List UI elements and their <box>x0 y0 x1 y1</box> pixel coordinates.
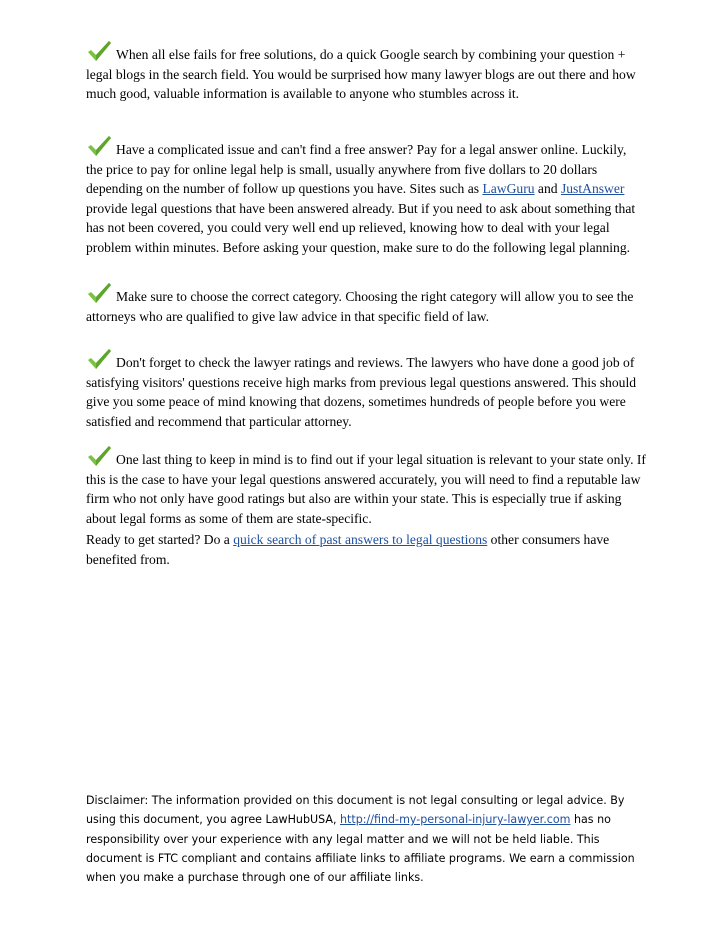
tip-text: One last thing to keep in mind is to find out if your legal situation is relevant to your state only. If this is the case to have your legal questions answered accurately, you will need to find a reputable law firm who not only have good ratings but also are within your state. This is especially true if asking about legal forms as some of them are state-specific. <box>86 452 646 526</box>
checkmark-icon <box>86 282 112 304</box>
tip-text: Make sure to choose the correct category. Choosing the right category will allow you to see the attorneys who are qualified to give law advice in that specific field of law. <box>86 289 634 324</box>
tip-paragraph-category <box>86 282 646 326</box>
quick-search-link[interactable]: quick search of past answers to legal questions <box>233 532 488 547</box>
tip-text: and <box>534 181 561 197</box>
checkmark-icon <box>86 445 112 467</box>
lawguru-link[interactable]: LawGuru <box>482 181 535 197</box>
tip-paragraph-ratings <box>86 348 646 431</box>
tip-text: Have a complicated issue and can't find a free answer? Pay for a legal answer online. Luckily, the price to pay for online legal help is small, usually anywhere from five dollars to 20 dollars depending on the number of follow up questions you have. Sites such as <box>86 142 627 197</box>
disclaimer-text: Disclaimer: The information provided on this document is not legal consulting or legal advice. By using this document, you agree LawHubUSA, <box>86 794 625 827</box>
disclaimer <box>86 791 646 887</box>
checkmark-icon <box>86 40 112 62</box>
ready-text: other consumers have benefited from. <box>86 532 610 567</box>
ready-text: Ready to get started? Do a <box>86 532 234 547</box>
tip-paragraph-state <box>86 445 646 528</box>
tip-paragraph-google-search <box>86 40 646 104</box>
checkmark-icon <box>86 348 112 370</box>
ready-paragraph <box>86 530 646 569</box>
tip-text: Don't forget to check the lawyer ratings and reviews. The lawyers who have done a good job of satisfying visitors' questions receive high marks from previous legal questions answered. This should give you some peace of mind knowing that dozens, sometimes hundreds of people before you were satisfied and recommend that particular attorney. <box>86 355 637 429</box>
tip-text: When all else fails for free solutions, do a quick Google search by combining your question + legal blogs in the search field. You would be surprised how many lawyer blogs are out there and how much good, valuable information is available to anyone who stumbles across it. <box>86 47 636 102</box>
checkmark-icon <box>86 135 112 157</box>
lawhub-url-link[interactable]: http://find-my-personal-injury-lawyer.com <box>340 813 571 827</box>
disclaimer-text: has no responsibility over your experience with any legal matter and we will not be held liable. This document is FTC compliant and contains affiliate links to affiliate programs. We earn a commission when you make a purchase through one of our affiliate links. <box>86 813 635 885</box>
justanswer-link[interactable]: JustAnswer <box>560 181 625 197</box>
tip-paragraph-pay-online <box>86 135 646 258</box>
tip-text: provide legal questions that have been answered already. But if you need to ask about something that has not been covered, you could very well end up relieved, knowing how to deal with your legal problem within minutes. Before asking your question, make sure to do the following legal planning. <box>86 200 636 255</box>
